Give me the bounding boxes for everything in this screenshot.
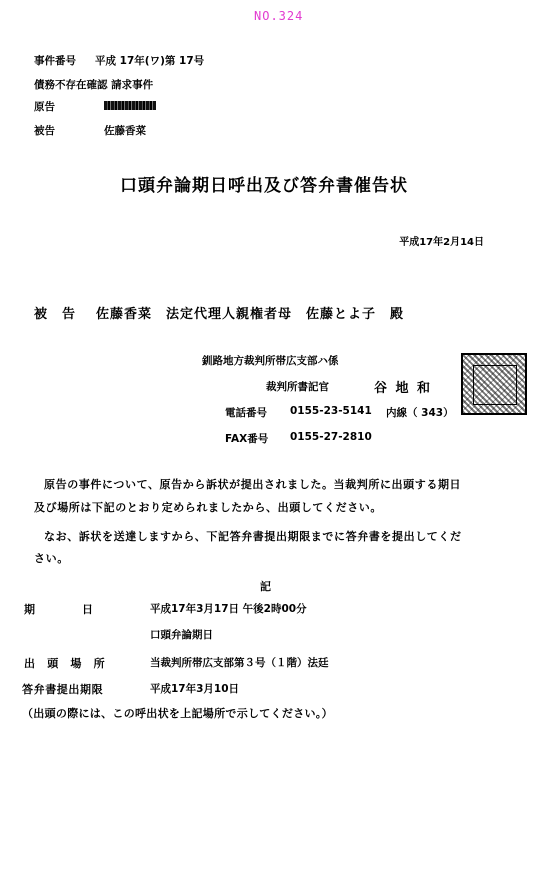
bring-summons-note: （出頭の際には、この呼出状を上記場所で示してください。） (22, 707, 333, 720)
phone-extension: 内線（ 343） (386, 407, 454, 419)
hearing-date-value: 平成17年3月17日 午後2時00分 (150, 603, 307, 615)
fax-page-number: NO.324 (254, 9, 304, 23)
body-line-3: なお、訴状を送達しますから、下記答弁書提出期限までに答弁書を提出してくだ (44, 530, 462, 543)
phone-label: 電話番号 (225, 407, 267, 419)
addressee-text: 佐藤香菜 法定代理人親権者母 佐藤とよ子 殿 (96, 307, 405, 322)
plaintiff-label: 原告 (34, 101, 55, 113)
body-line-2: 及び場所は下記のとおり定められましたから、出頭してください。 (34, 501, 382, 514)
answer-deadline-value: 平成17年3月10日 (150, 683, 240, 695)
case-name: 債務不存在確認 請求事件 (34, 79, 154, 91)
fax-label: FAX番号 (225, 433, 269, 445)
clerk-title: 裁判所書記官 (266, 381, 329, 393)
hearing-type: 口頭弁論期日 (150, 629, 213, 641)
court-name: 釧路地方裁判所帯広支部ハ係 (202, 355, 339, 367)
ki-heading: 記 (260, 580, 271, 593)
clerk-seal-stamp (461, 353, 527, 415)
defendant-name: 佐藤香菜 (104, 125, 146, 137)
hearing-place-value: 当裁判所帯広支部第３号（１階）法廷 (150, 657, 329, 669)
hearing-date-label: 期 日 (24, 603, 94, 616)
fax-number: 0155-27-2810 (290, 431, 372, 443)
defendant-label: 被告 (34, 125, 55, 137)
clerk-name: 谷 地 和 (374, 381, 433, 396)
phone-number: 0155-23-5141 (290, 405, 372, 417)
case-number-value: 平成 17年(ワ)第 17号 (95, 55, 205, 67)
addressee-label: 被 告 (34, 307, 77, 322)
addressee (34, 303, 404, 322)
case-number-label: 事件番号 (34, 55, 76, 67)
answer-deadline-label: 答弁書提出期限 (22, 683, 104, 696)
document-title: 口頭弁論期日呼出及び答弁書催告状 (120, 176, 408, 196)
redacted-plaintiff-name (104, 101, 156, 110)
body-line-1: 原告の事件について、原告から訴状が提出されました。当裁判所に出頭する期日 (44, 478, 462, 491)
hearing-place-label: 出 頭 場 所 (24, 657, 106, 670)
issue-date: 平成17年2月14日 (399, 237, 484, 248)
body-line-4: さい。 (34, 552, 69, 565)
